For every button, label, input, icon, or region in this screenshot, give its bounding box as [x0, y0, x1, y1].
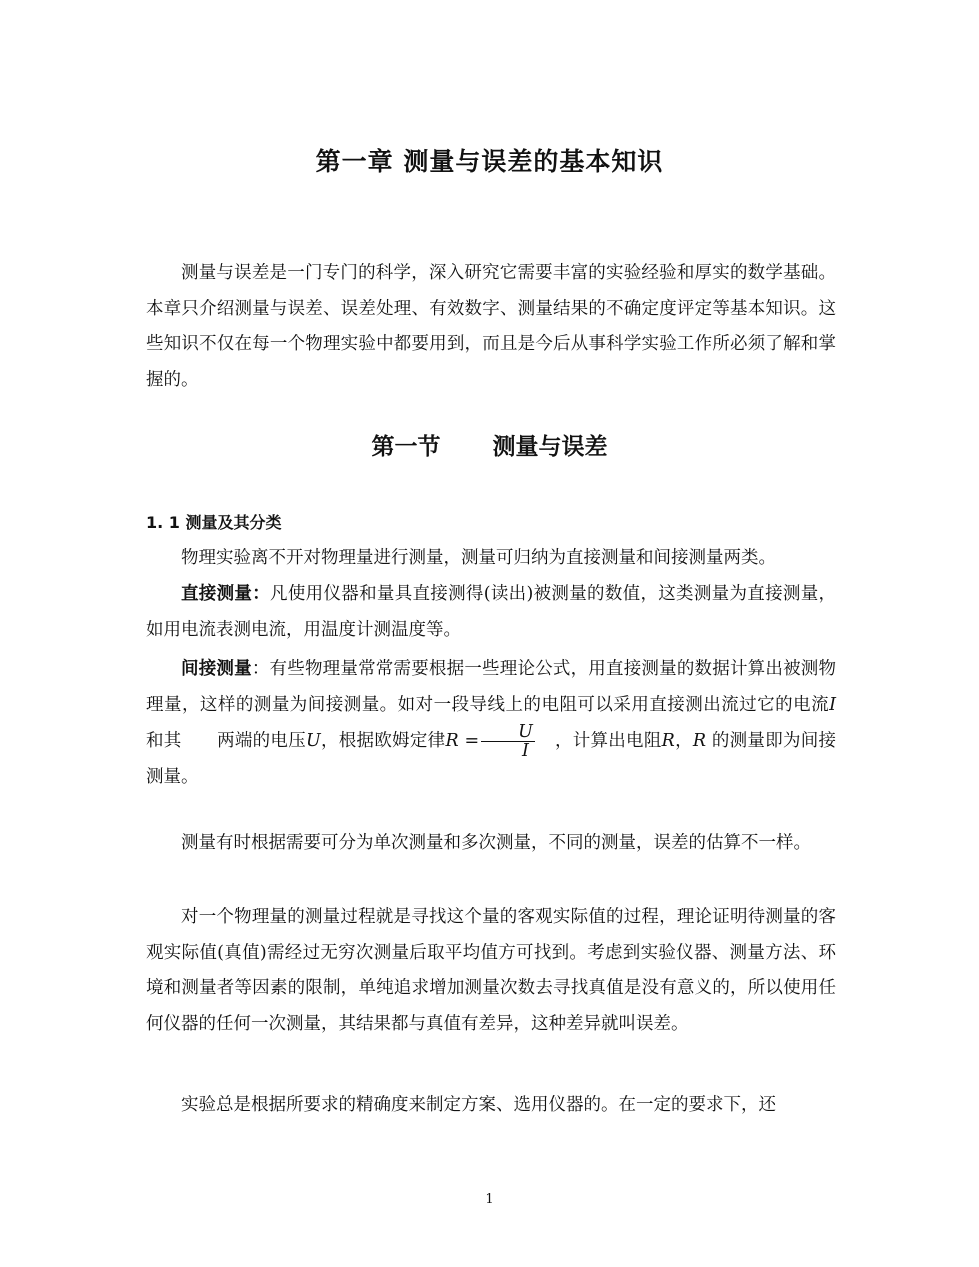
- ohm-law-lhs: R =: [445, 731, 480, 751]
- intro-paragraph: 测量与误差是一门专门的科学，深入研究它需要丰富的实验经验和厚实的数学基础。本章只介绍测量与误差、误差处理、有效数字、测量结果的不确定度评定等基本知识。这些知识不仅在每一个物理实验中都要用到，而且是今后从事科学实验工作所必须了解和掌握的。: [146, 263, 836, 390]
- page-number: 1: [485, 1192, 494, 1207]
- indirect-text-d: ，计算出电阻: [536, 731, 662, 751]
- subsection-title: 1. 1 测量及其分类: [146, 513, 282, 532]
- paragraph-direct-measurement: [146, 577, 836, 648]
- paragraph-error-definition: 对一个物理量的测量过程就是寻找这个量的客观实际值的过程，理论证明待测量的客观实际值(真值)需经过无穷次测量后取平均值方可找到。考虑到实验仪器、测量方法、环境和测量者等因素的限制，单纯追求增加测量次数去寻找真值是没有意义的，所以使用任何仪器的任何一次测量，其结果都与真值有差异，这种差异就叫误差。: [146, 907, 836, 1034]
- var-current: I: [829, 694, 836, 715]
- chapter-title: 第一章 测量与误差的基本知识: [315, 147, 664, 176]
- direct-measurement-text: 凡使用仪器和量具直接测得(读出)被测量的数值，这类测量为直接测量，如用电流表测电流，用温度计测温度等。: [146, 584, 837, 640]
- var-voltage: U: [305, 731, 321, 751]
- var-resistance: R: [661, 731, 675, 751]
- fraction-denominator: I: [522, 741, 529, 761]
- section-heading: [0, 428, 979, 461]
- fraction-numerator: U: [481, 723, 535, 742]
- ohm-law-fraction: [481, 723, 535, 760]
- paragraph-single-multiple: 测量有时根据需要可分为单次测量和多次测量，不同的测量，误差的估算不一样。: [181, 833, 811, 853]
- indirect-text-a: ：有些物理量常常需要根据一些理论公式，用直接测量的数据计算出被测物理量，这样的测量为间接测量。如对一段导线上的电阻可以采用直接测出流过它的电流: [146, 659, 837, 715]
- var-resistance-2: R: [692, 731, 707, 751]
- indirect-text-b: 和其 两端的电压: [146, 731, 306, 751]
- term-direct-measurement: 直接测量：: [181, 584, 271, 604]
- indirect-text-e: ，: [674, 731, 693, 751]
- section-number: 第一节: [371, 434, 441, 460]
- paragraph-precision: 实验总是根据所要求的精确度来制定方案、选用仪器的。在一定的要求下，还: [181, 1095, 776, 1115]
- term-indirect-measurement: 间接测量: [181, 659, 252, 679]
- indirect-text-f: 的测量即为间接测量。: [146, 731, 837, 787]
- paragraph-measurement-types: 物理实验离不开对物理量进行测量，测量可归纳为直接测量和间接测量两类。: [181, 548, 776, 568]
- section-title: 测量与误差: [492, 434, 608, 460]
- paragraph-indirect-measurement: [146, 652, 836, 796]
- indirect-text-c: ，根据欧姆定律: [320, 731, 446, 751]
